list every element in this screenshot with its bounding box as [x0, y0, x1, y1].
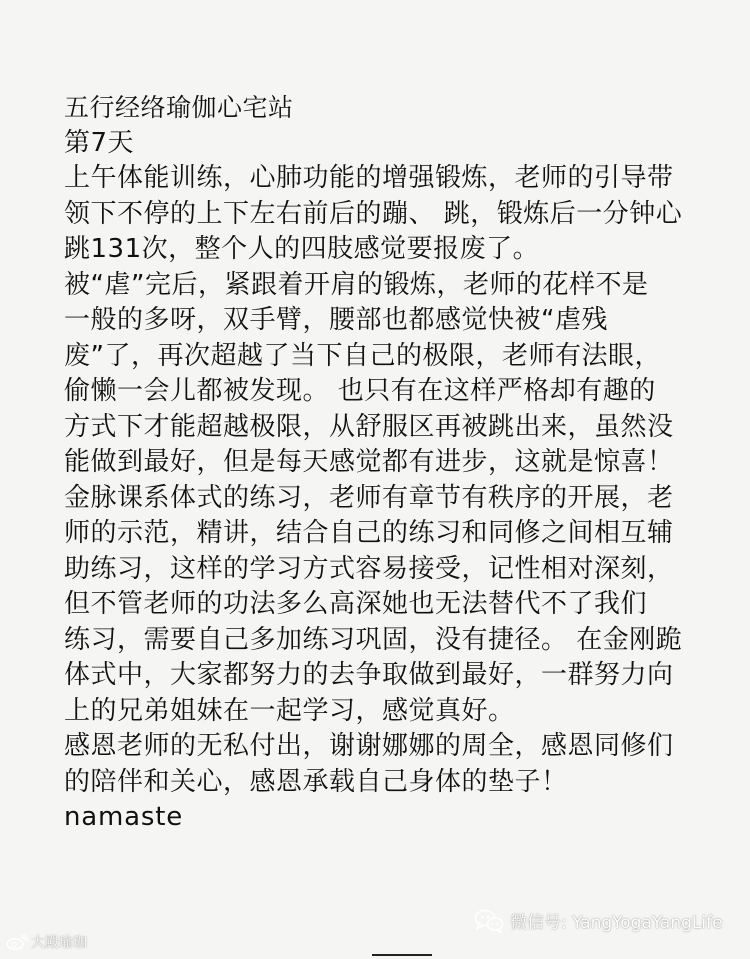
body-line: 上午体能训练，心肺功能的增强锻炼，老师的引导带 — [64, 163, 674, 193]
wechat-watermark-text: 微信号: YangYogaYangLife — [510, 913, 723, 933]
body-line: 练习，需要自己多加练习巩固，没有捷径。 在金刚跪 — [64, 624, 683, 655]
body-line: 但不管老师的功法多么高深她也无法替代不了我们 — [64, 589, 648, 619]
body-line: 上的兄弟姐妹在一起学习，感觉真好。 — [64, 695, 515, 726]
body-line: 师的示范，精讲，结合自己的练习和同修之间相互辅 — [64, 518, 674, 548]
body-line: 跳131次，整个人的四肢感觉要报废了。 — [64, 234, 540, 264]
weibo-icon — [6, 934, 28, 950]
day-label: 第7天 — [64, 127, 135, 158]
body-line: 助练习，这样的学习方式容易接受，记性相对深刻， — [64, 553, 674, 584]
body-line: 一般的多呀，双手臂，腰部也都感觉快被“虐残 — [64, 305, 608, 335]
body-line: 感恩老师的无私付出，谢谢娜娜的周全，感恩同修们 — [64, 731, 674, 761]
body-line: 能做到最好，但是每天感觉都有进步，这就是惊喜！ — [64, 447, 674, 477]
body-line: 被“虐”完后，紧跟着开肩的锻炼，老师的花样不是 — [64, 269, 649, 300]
body-line: 的陪伴和关心，感恩承载自己身体的垫子！ — [64, 766, 568, 797]
cut-off-text-fragment — [372, 950, 432, 959]
body-line: 体式中，大家都努力的去争取做到最好，一群努力向 — [64, 660, 674, 690]
document-title: 五行经络瑜伽心宅站 — [64, 93, 294, 122]
document-content — [64, 90, 704, 836]
wechat-icon — [474, 909, 504, 933]
closing-text: namaste — [64, 802, 184, 832]
body-line: 领下不停的上下左右前后的蹦、 跳，锻炼后一分钟心 — [64, 198, 683, 229]
body-line: 废”了，再次超越了当下自己的极限，老师有法眼， — [64, 340, 661, 371]
body-line: 方式下才能超越极限，从舒服区再被跳出来，虽然没 — [64, 411, 674, 442]
document-body — [64, 161, 704, 800]
body-line: 金脉课系体式的练习，老师有章节有秩序的开展，老 — [64, 482, 674, 513]
weibo-watermark-text: 大殿瑜珈 — [31, 935, 87, 951]
body-line: 偷懒一会儿都被发现。 也只有在这样严格却有趣的 — [64, 376, 656, 406]
weibo-watermark — [6, 932, 87, 952]
wechat-watermark — [474, 908, 723, 933]
